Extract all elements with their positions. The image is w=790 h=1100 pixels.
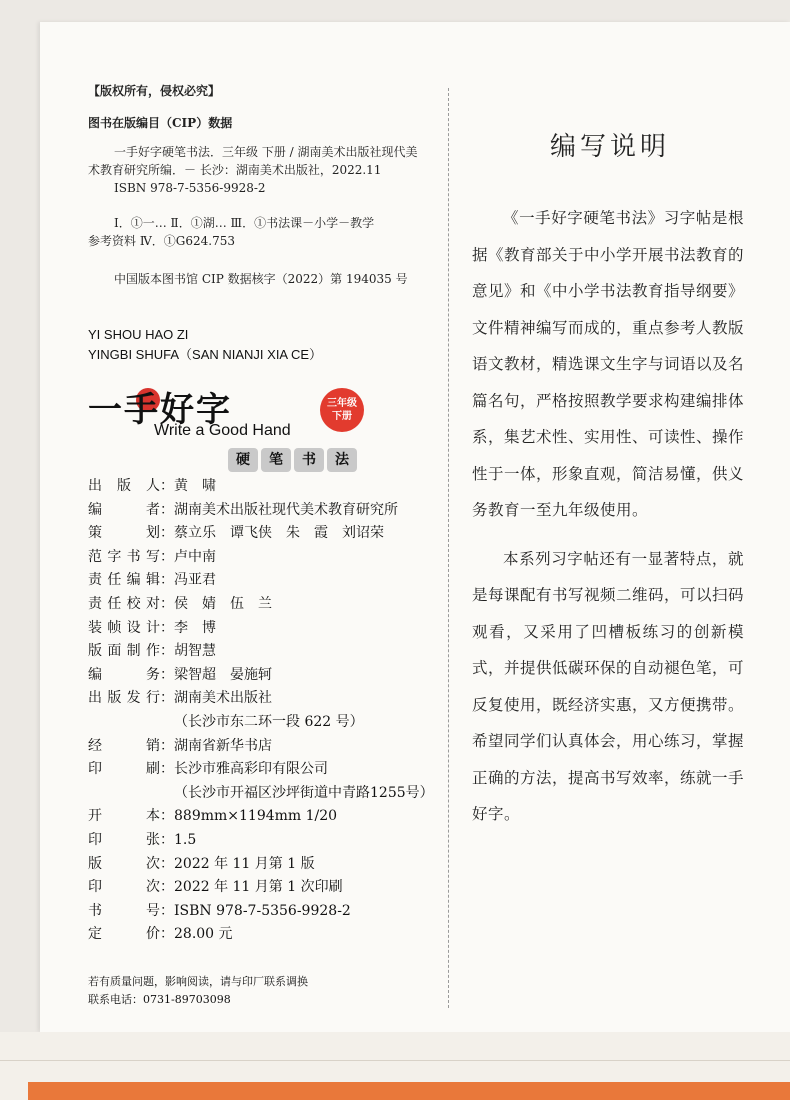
logo-english: Write a Good Hand: [154, 422, 291, 439]
cip-classification: [88, 214, 438, 250]
credit-colon: ：: [160, 525, 174, 542]
credit-colon-blank: [160, 711, 174, 735]
credit-value: 冯亚君: [174, 572, 216, 589]
quality-notice: [88, 973, 308, 1009]
credit-colon: ：: [160, 690, 174, 707]
credit-label: 范字书写: [88, 548, 160, 565]
cip-class-line: Ⅰ．①一… Ⅱ．①湖… Ⅲ．①书法课－小学－教学: [114, 216, 375, 230]
credit-colon: ：: [160, 595, 174, 612]
credit-colon: ：: [160, 643, 174, 660]
credit-value: 长沙市雅高彩印有限公司: [174, 761, 328, 778]
subtitle-char: 法: [327, 448, 357, 472]
credit-value: 胡智慧: [174, 643, 216, 660]
credit-label: 印次: [88, 879, 160, 896]
pinyin-line: YI SHOU HAO ZI: [88, 327, 189, 342]
intro-paragraph: 本系列习字帖还有一显著特点，就是每课配有书写视频二维码，可以扫码观看，又采用了凹槽板练习的创新模式，并提供低碳环保的自动褪色笔，可反复使用，既经济实惠，又方便携带。希望同学们认真体会，用心练习，掌握正确的方法，提高书写效率，练就一手好字。: [472, 549, 745, 823]
credit-row: [88, 475, 434, 499]
credit-value: 28.00 元: [174, 926, 233, 943]
grade-badge: [320, 388, 364, 432]
cip-description: [88, 143, 438, 197]
credit-value: 蔡立乐 谭飞侠 朱 霞 刘诏荣: [174, 525, 384, 542]
credit-colon: ：: [160, 619, 174, 636]
credit-colon: ：: [160, 761, 174, 778]
credit-row: [88, 522, 434, 546]
credit-row: [88, 805, 434, 829]
subtitle-tiles: [228, 448, 360, 472]
book-logo: [88, 382, 378, 448]
credit-label: 版次: [88, 855, 160, 872]
credit-value: （长沙市开福区沙坪街道中青路1255号）: [174, 784, 434, 801]
credits-list: [88, 475, 434, 947]
credit-row: [88, 569, 434, 593]
credit-value: 侯 婧 伍 兰: [174, 595, 272, 612]
contact-phone: 联系电话：0731-89703098: [88, 993, 231, 1006]
credit-row: [88, 876, 434, 900]
credit-label: 编务: [88, 666, 160, 683]
credit-label: 出版人: [88, 478, 160, 494]
credit-value: 湖南美术出版社: [174, 690, 272, 707]
credit-colon: ：: [160, 831, 174, 848]
credit-label: 责任编辑: [88, 572, 160, 589]
orange-edge-strip: [28, 1082, 790, 1100]
credit-colon: ：: [160, 879, 174, 896]
intro-paragraph: 《一手好字硬笔书法》习字帖是根据《教育部关于中小学开展书法教育的意见》和《中小学书法教育指导纲要》文件精神编写而成的，重点参考人教版语文教材，精选课文生字与词语以及名篇名句，严格按照教学要求构建编排体系，集艺术性、实用性、可读性、操作性于一体，形象直观，简洁易懂，供义务教育一至九年级使用。: [472, 209, 745, 519]
credit-colon: ：: [160, 902, 174, 919]
credit-colon: ：: [160, 855, 174, 872]
cip-number: 中国版本图书馆 CIP 数据核字（2022）第 194035 号: [114, 272, 408, 286]
credit-value: （长沙市东二环一段 622 号）: [174, 713, 364, 730]
credit-colon-blank: [160, 782, 174, 806]
credit-label: 装帧设计: [88, 619, 160, 636]
credit-value: 湖南省新华书店: [174, 737, 272, 754]
copyright-notice: 【版权所有，侵权必究】: [88, 84, 221, 98]
credit-label: [88, 711, 160, 735]
logo-chinese: 一手好字: [88, 390, 232, 430]
cip-desc-line: 术教育研究所编．－ 长沙：湖南美术出版社，2022.11: [88, 163, 382, 177]
intro-body: [472, 200, 744, 833]
credit-label: 策划: [88, 525, 160, 542]
credit-row: [88, 687, 434, 711]
grade-badge-volume: 下册: [332, 411, 352, 422]
cip-desc-line: 一手好字硬笔书法．三年级 下册 / 湖南美术出版社现代美: [114, 145, 418, 159]
cip-desc-line: ISBN 978-7-5356-9928-2: [114, 181, 266, 195]
page-bottom-line: [0, 1060, 790, 1061]
credit-row: [88, 711, 434, 735]
credit-value: 1.5: [174, 831, 197, 848]
credit-label: 开本: [88, 808, 160, 825]
credit-colon: ：: [160, 548, 174, 565]
subtitle-char: 书: [294, 448, 324, 472]
credit-value: 卢中南: [174, 548, 216, 565]
pinyin-line: YINGBI SHUFA（SAN NIANJI XIA CE）: [88, 347, 323, 362]
credit-colon: ：: [160, 808, 174, 825]
credit-row: [88, 829, 434, 853]
credit-row: [88, 499, 434, 523]
pinyin-title: [88, 325, 322, 365]
credit-value: ISBN 978-7-5356-9928-2: [174, 902, 351, 919]
credit-label: 版面制作: [88, 643, 160, 660]
credit-colon: ：: [160, 737, 174, 754]
cip-title: 图书在版编目（CIP）数据: [88, 116, 233, 130]
credit-label: 编者: [88, 501, 160, 518]
quality-line: 若有质量问题，影响阅读，请与印厂联系调换: [88, 975, 308, 988]
credit-label: 书号: [88, 902, 160, 919]
cip-class-line: 参考资料 Ⅳ．①G624.753: [88, 234, 236, 248]
credit-colon: ：: [160, 572, 174, 589]
credit-value: 李 博: [174, 619, 216, 636]
intro-title: 编写说明: [549, 132, 670, 162]
credit-row: [88, 735, 434, 759]
grade-badge-grade: 三年级: [327, 398, 357, 409]
credit-label: [88, 782, 160, 806]
credit-row: [88, 782, 434, 806]
subtitle-char: 笔: [261, 448, 291, 472]
credit-row: [88, 593, 434, 617]
credit-row: [88, 923, 434, 947]
credit-value: 2022 年 11 月第 1 次印刷: [174, 879, 343, 896]
credit-colon: ：: [160, 926, 174, 943]
credit-label: 出版发行: [88, 690, 160, 707]
credit-value: 黄 啸: [174, 478, 216, 494]
credit-colon: ：: [160, 501, 174, 518]
credit-row: [88, 617, 434, 641]
credit-colon: ：: [160, 666, 174, 683]
credit-label: 定价: [88, 926, 160, 943]
credit-label: 印张: [88, 831, 160, 848]
credit-row: [88, 900, 434, 924]
credit-label: 责任校对: [88, 595, 160, 612]
credit-row: [88, 853, 434, 877]
credit-value: 2022 年 11 月第 1 版: [174, 855, 315, 872]
credit-row: [88, 664, 434, 688]
column-divider: [448, 88, 449, 1008]
credit-row: [88, 546, 434, 570]
credit-colon: ：: [160, 478, 174, 494]
credit-label: 经销: [88, 737, 160, 754]
credit-label: 印刷: [88, 761, 160, 778]
credit-value: 梁智超 晏施轲: [174, 666, 272, 683]
credit-value: 湖南美术出版社现代美术教育研究所: [174, 501, 398, 518]
credit-value: 889mm×1194mm 1/20: [174, 808, 338, 825]
credit-row: [88, 640, 434, 664]
credit-row: [88, 758, 434, 782]
subtitle-char: 硬: [228, 448, 258, 472]
